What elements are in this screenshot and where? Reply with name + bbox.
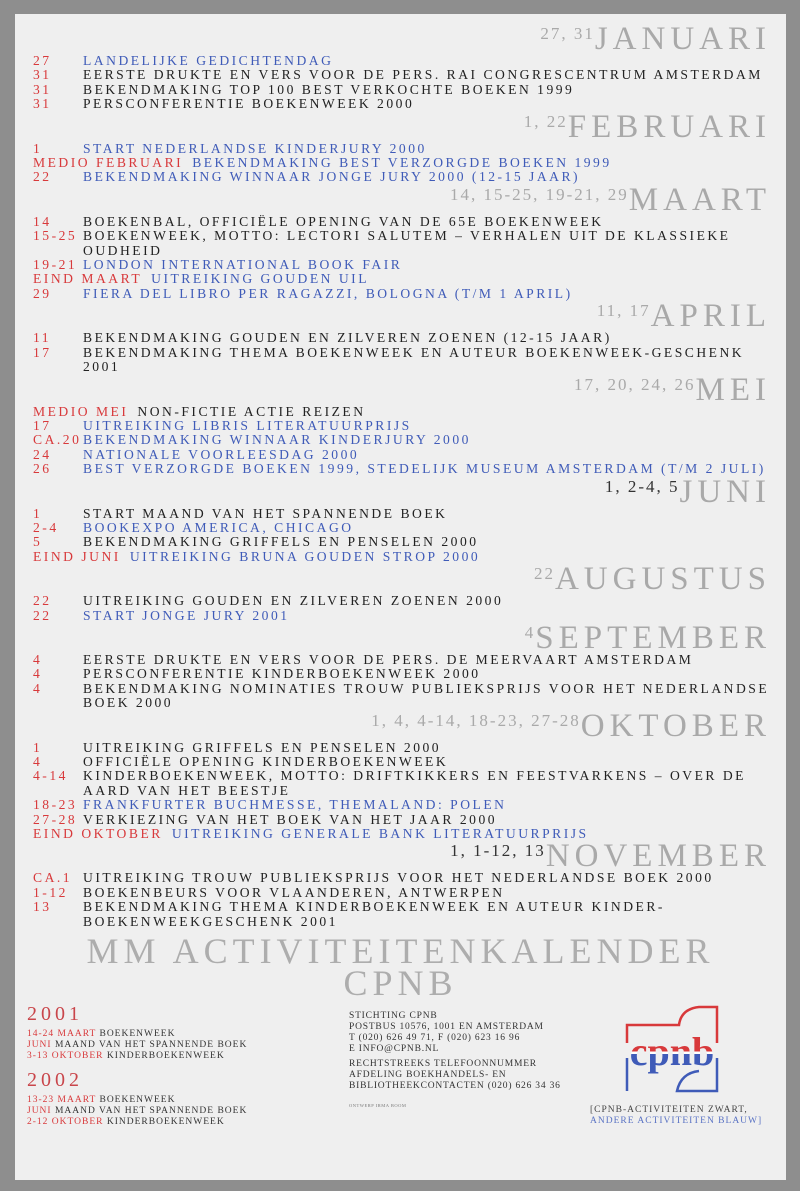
event-date: 29 [33, 285, 52, 301]
month-name: NOVEMBER [545, 838, 771, 875]
event-date: 31 [33, 81, 52, 97]
event-date: 17 [33, 417, 52, 433]
event-date: 22 [33, 593, 52, 609]
event-text: START NEDERLANDSE KINDERJURY 2000 [83, 140, 427, 156]
event-date: 19-21 [33, 257, 78, 273]
event-text: PERSCONFERENTIE KINDERBOEKENWEEK 2000 [83, 666, 481, 682]
year-event-date: 2-12 OKTOBER [27, 1117, 104, 1128]
event-row [33, 755, 771, 769]
event-row [33, 462, 771, 476]
event-date: 26 [33, 461, 52, 477]
event-text: UITREIKING GENERALE BANK LITERATUURPRIJS [171, 826, 589, 842]
year-heading: 2001 [27, 1003, 83, 1026]
month-header [33, 838, 771, 875]
event-text: UITREIKING GRIFFELS EN PENSELEN 2000 [83, 739, 442, 755]
event-text: OFFICIËLE OPENING KINDERBOEKENWEEK [83, 754, 449, 769]
year-event [27, 1029, 247, 1040]
event-row [33, 419, 771, 433]
event-text: BEKENDMAKING GOUDEN EN ZILVEREN ZOENEN (12-15 JAAR) [83, 330, 612, 346]
addr-line: STICHTING CPNB [349, 1011, 438, 1022]
month-dates: 1, 4, 4-14, 18-23, 27-28 [371, 710, 581, 730]
month-name: MAART [628, 181, 771, 218]
title-line-1: MM ACTIVITEITENKALENDER [86, 931, 715, 972]
event-text: PERSCONFERENTIE BOEKENWEEK 2000 [83, 96, 415, 112]
event-date: 24 [33, 446, 52, 462]
svg-text:cpnb: cpnb [629, 1029, 715, 1075]
month-header [33, 371, 771, 408]
event-row [33, 405, 771, 419]
event-text: BEKENDMAKING NOMINATIES TROUW PUBLIEKSPRIJS VOOR HET NEDERLANDSE BOEK 2000 [83, 680, 770, 711]
event-date: 31 [33, 96, 52, 112]
addr-line: RECHTSTREEKS TELEFOONNUMMER [349, 1059, 537, 1070]
event-date: 1 [33, 739, 43, 755]
event-text: START JONGE JURY 2001 [83, 607, 290, 623]
event-date: 27 [33, 53, 52, 68]
event-text: BEKENDMAKING GRIFFELS EN PENSELEN 2000 [83, 534, 479, 550]
event-date: 4 [33, 754, 43, 769]
event-row [33, 433, 771, 447]
event-date: 31 [33, 67, 52, 83]
event-text: VERKIEZING VAN HET BOEK VAN HET JAAR 2000 [83, 811, 498, 827]
event-row [33, 886, 771, 900]
month-dates: 1, 2-4, 5 [604, 476, 680, 496]
event-row [33, 871, 771, 885]
year-event [27, 1106, 247, 1117]
event-text: BOEKENBEURS VOOR VLAANDEREN, ANTWERPEN [83, 884, 505, 900]
event-text: UITREIKING BRUNA GOUDEN STROP 2000 [129, 548, 481, 564]
month-header [33, 21, 771, 57]
year-event-text: KINDERBOEKENWEEK [106, 1117, 225, 1128]
event-text: NATIONALE VOORLEESDAG 2000 [83, 446, 360, 462]
month-dates: 1, 22 [523, 111, 568, 131]
calendar [33, 14, 771, 929]
addr-line: POSTBUS 10576, 1001 EN AMSTERDAM [349, 1022, 544, 1033]
event-date: 11 [33, 330, 52, 346]
event-row [33, 813, 771, 827]
event-text: BEKENDMAKING WINNAAR JONGE JURY 2000 (12-15 JAAR) [83, 169, 581, 185]
year-event-date: 3-13 OKTOBER [27, 1051, 104, 1062]
month-dates: 1, 1-12, 13 [450, 841, 546, 861]
cpnb-logo [619, 1003, 739, 1103]
event-date: 4 [33, 666, 43, 682]
event-row [33, 272, 771, 286]
event-date: 4 [33, 680, 43, 696]
event-date: MEDIO MEI [33, 403, 129, 419]
year-event-text: MAAND VAN HET SPANNENDE BOEK [54, 1040, 248, 1051]
event-text: BEST VERZORGDE BOEKEN 1999, STEDELIJK MUSEUM AMSTERDAM (T/M 2 JULI) [83, 461, 766, 477]
event-date: CA.1 [33, 870, 73, 886]
event-row [33, 156, 771, 170]
color-legend [590, 1105, 762, 1127]
month-dates: 27, 31 [540, 24, 595, 43]
addr-line: E INFO@CPNB.NL [349, 1044, 440, 1055]
event-date: EIND JUNI [33, 548, 121, 564]
year-event-text: MAAND VAN HET SPANNENDE BOEK [54, 1106, 248, 1117]
event-row [33, 653, 771, 667]
event-date: 1-12 [33, 884, 68, 900]
design-credit: ONTWERP IRMA BOOM [349, 1103, 407, 1109]
event-row [33, 521, 771, 535]
month-header [33, 619, 771, 656]
event-row [33, 798, 771, 812]
event-row [33, 346, 771, 375]
month-header [33, 707, 771, 744]
month-header [33, 473, 771, 510]
month-name: MEI [695, 371, 771, 408]
event-row [33, 900, 771, 929]
event-text: BOOKEXPO AMERICA, CHICAGO [83, 519, 354, 535]
event-date: 5 [33, 534, 43, 550]
month-name: JANUARI [594, 21, 771, 57]
year-event-date: 14-24 MAART [27, 1029, 97, 1040]
event-date: 27-28 [33, 811, 78, 827]
event-text: BEKENDMAKING BEST VERZORGDE BOEKEN 1999 [192, 155, 612, 171]
month-name: JUNI [679, 473, 771, 510]
event-row [33, 258, 771, 272]
event-text: UITREIKING GOUDEN EN ZILVEREN ZOENEN 2000 [83, 593, 504, 609]
legend-blue: ANDERE ACTIVITEITEN BLAUW] [590, 1116, 763, 1127]
year-event-text: BOEKENWEEK [99, 1095, 176, 1106]
legend-black: [CPNB-ACTIVITEITEN ZWART, [590, 1105, 748, 1116]
event-date: CA.20 [33, 432, 82, 448]
event-date: 2-4 [33, 519, 59, 535]
event-date: 18-23 [33, 797, 78, 813]
month-name: OKTOBER [580, 707, 771, 744]
month-dates: 11, 17 [596, 301, 651, 321]
event-date: MEDIO FEBRUARI [33, 155, 184, 171]
title-line-2: CPNB [343, 963, 458, 1004]
event-text: BOEKENWEEK, MOTTO: LECTORI SALUTEM – VERHALEN UIT DE KLASSIEKE OUDHEID [83, 228, 731, 258]
event-text: LONDON INTERNATIONAL BOOK FAIR [83, 257, 403, 273]
event-row [33, 68, 771, 82]
year-event-date: JUNI [27, 1106, 52, 1117]
event-date: 13 [33, 899, 52, 915]
addr-line: AFDELING BOEKHANDELS- EN [349, 1070, 507, 1081]
event-text: LANDELIJKE GEDICHTENDAG [83, 53, 334, 68]
event-date: EIND MAART [33, 271, 143, 287]
poster-title [15, 931, 786, 1004]
event-row [33, 507, 771, 521]
event-text: KINDERBOEKENWEEK, MOTTO: DRIFTKIKKERS EN FEESTVARKENS – OVER DE AARD VAN HET BEESTJE [83, 768, 746, 798]
event-row [33, 448, 771, 462]
event-text: NON-FICTIE ACTIE REIZEN [137, 403, 366, 419]
year-event-date: 13-23 MAART [27, 1095, 97, 1106]
event-row [33, 535, 771, 549]
event-row [33, 229, 771, 258]
month-header [33, 561, 771, 598]
event-date: EIND OKTOBER [33, 826, 163, 842]
event-text: FRANKFURTER BUCHMESSE, THEMALAND: POLEN [83, 797, 507, 813]
event-date: 17 [33, 344, 52, 360]
month-dates: 14, 15-25, 19-21, 29 [449, 184, 629, 204]
month-name: FEBRUARI [567, 108, 771, 145]
event-text: BOEKENBAL, OFFICIËLE OPENING VAN DE 65E BOEKENWEEK [83, 213, 604, 229]
year-event [27, 1095, 247, 1106]
event-text: BEKENDMAKING WINNAAR KINDERJURY 2000 [83, 432, 471, 448]
address-block [349, 1011, 561, 1111]
month-header [33, 298, 771, 335]
year-event [27, 1117, 247, 1128]
month-name: SEPTEMBER [535, 619, 771, 656]
event-date: 4-14 [33, 768, 68, 784]
event-text: FIERA DEL LIBRO PER RAGAZZI, BOLOGNA (T/M 1 APRIL) [83, 285, 573, 301]
year-event-text: KINDERBOEKENWEEK [106, 1051, 225, 1062]
event-text: UITREIKING TROUW PUBLIEKSPRIJS VOOR HET NEDERLANDSE BOEK 2000 [83, 870, 714, 886]
month-name: AUGUSTUS [554, 561, 771, 598]
event-date: 1 [33, 140, 43, 156]
year-events [27, 1029, 247, 1062]
poster [15, 14, 786, 1180]
event-text: BEKENDMAKING THEMA KINDERBOEKENWEEK EN AUTEUR KINDER-BOEKENWEEKGESCHENK 2001 [83, 899, 665, 929]
event-text: EERSTE DRUKTE EN VERS VOOR DE PERS. RAI CONGRESCENTRUM AMSTERDAM [83, 67, 763, 83]
event-text: UITREIKING LIBRIS LITERATUURPRIJS [83, 417, 412, 433]
event-date: 4 [33, 651, 43, 667]
year-event-date: JUNI [27, 1040, 52, 1051]
event-date: 14 [33, 213, 52, 229]
addr-line: BIBLIOTHEEKCONTACTEN (020) 626 34 36 [349, 1081, 561, 1092]
month-dates: 22 [533, 564, 555, 584]
footer [15, 1003, 786, 1143]
event-date: 22 [33, 169, 52, 185]
month-header [33, 108, 771, 145]
month-dates: 17, 20, 24, 26 [574, 374, 696, 394]
year-heading: 2002 [27, 1069, 83, 1092]
month-dates: 4 [524, 622, 536, 642]
event-row [33, 682, 771, 711]
event-text: BEKENDMAKING TOP 100 BEST VERKOCHTE BOEKEN 1999 [83, 81, 575, 97]
event-row [33, 667, 771, 681]
year-events [27, 1095, 247, 1128]
event-row [33, 769, 771, 798]
event-text: EERSTE DRUKTE EN VERS VOOR DE PERS. DE MEERVAART AMSTERDAM [83, 651, 694, 667]
event-row [33, 83, 771, 97]
event-text: UITREIKING GOUDEN UIL [151, 271, 369, 287]
event-text: BEKENDMAKING THEMA BOEKENWEEK EN AUTEUR BOEKENWEEK-GESCHENK 2001 [83, 344, 745, 375]
event-date: 15-25 [33, 228, 78, 244]
year-event-text: BOEKENWEEK [99, 1029, 176, 1040]
month-name: APRIL [650, 298, 771, 335]
addr-line: T (020) 626 49 71, F (020) 623 16 96 [349, 1033, 521, 1044]
event-text: START MAAND VAN HET SPANNENDE BOEK [83, 505, 448, 521]
year-event [27, 1040, 247, 1051]
month-header [33, 181, 771, 218]
event-date: 22 [33, 607, 52, 623]
event-date: 1 [33, 505, 43, 521]
year-event [27, 1051, 247, 1062]
